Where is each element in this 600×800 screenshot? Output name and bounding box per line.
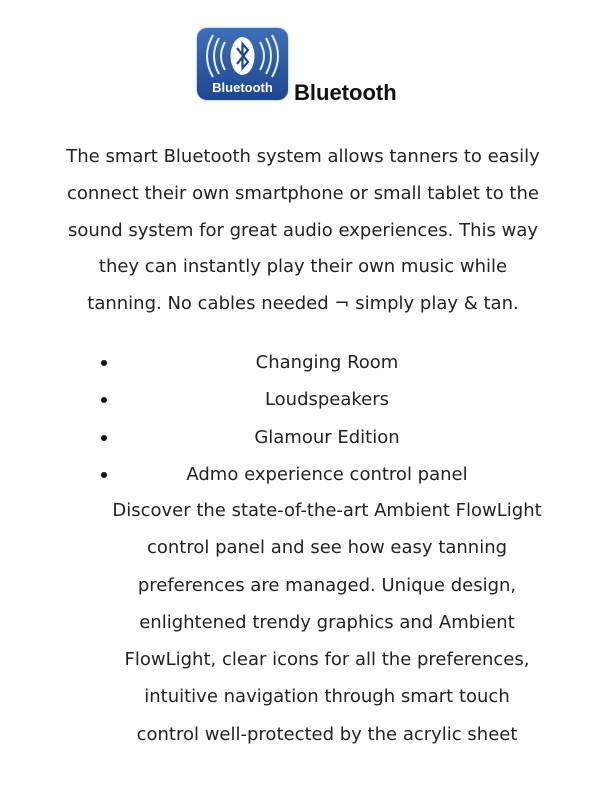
bullet-icon <box>101 360 107 366</box>
list-item <box>0 456 600 493</box>
bullet-icon <box>101 472 107 478</box>
logo-text: Bluetooth <box>212 80 273 95</box>
control-panel-description: Discover the state-of-the-art Ambient FlowLight control panel and see how easy tanning preferences are managed. Unique design, enlightened trendy graphics and Ambient FlowLight, clear icons for all the preferences, intuitive navigation through smart touch control well-protected by the acrylic sheet <box>112 500 542 745</box>
list-item-label: Changing Room <box>255 352 399 373</box>
section-heading: Bluetooth <box>294 80 397 105</box>
list-item-label: Loudspeakers <box>264 389 390 411</box>
bluetooth-logo <box>197 28 288 100</box>
list-item-label: Admo experience control panel <box>186 463 468 485</box>
list-item <box>0 419 600 456</box>
intro-paragraph: The smart Bluetooth system allows tanners to easily connect their own smartphone or small tablet to the sound system for great audio experiences. This way they can instantly play their own music while tanning. No cables needed ¬ simply play & tan. <box>66 146 540 315</box>
list-item <box>0 381 600 418</box>
list-item-label: Glamour Edition <box>254 426 400 448</box>
bullet-icon <box>101 397 107 403</box>
feature-list <box>0 344 600 493</box>
list-item <box>0 344 600 381</box>
bullet-icon <box>101 435 107 441</box>
